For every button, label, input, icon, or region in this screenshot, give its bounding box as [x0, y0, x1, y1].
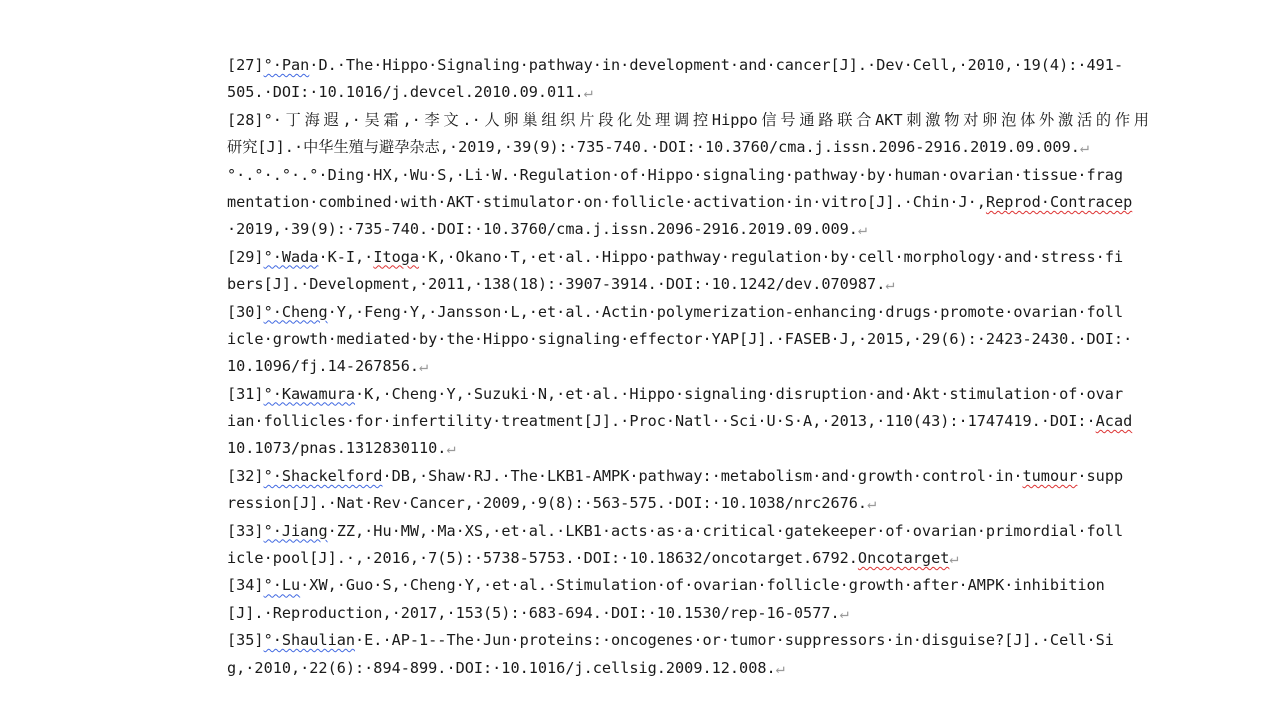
reference-line: [227, 244, 1149, 271]
reference-line: [227, 299, 1149, 326]
paragraph-mark-icon: ↵: [446, 439, 456, 458]
reference-text: [34]: [227, 576, 264, 595]
reference-text: ·E.·AP-1--The·Jun·proteins:·oncogenes·or·tumor·suppressors·in·disguise?[J].·Cell·Si: [355, 631, 1114, 650]
reference-line: [227, 189, 1149, 216]
reference-text: 10.1096/fj.14-267856.: [227, 357, 420, 376]
reference-line: [227, 463, 1149, 490]
reference-line: [227, 490, 1149, 517]
reference-line: [227, 216, 1149, 243]
reference-entry: [227, 162, 1149, 244]
reference-line: [227, 381, 1149, 408]
reference-entry: [227, 299, 1149, 381]
reference-entry: [227, 518, 1149, 573]
spelling-flag-word: Reprod·Contracep: [985, 192, 1133, 211]
reference-text: ·supp: [1077, 466, 1124, 485]
reference-text: ·Y,·Feng·Y,·Jansson·L,·et·al.·Actin·polymerization-enhancing·drugs·promote·ovarian·foll: [327, 302, 1124, 321]
spelling-flag-word: Itoga: [373, 247, 420, 266]
reference-text: [28]°·丁海遐,·吴霜,·李文.·人卵巢组织片段化处理调控Hippo信号通路联合AKT刺激物对卵泡体外激活的作用: [227, 110, 1149, 129]
reference-text: [29]: [227, 247, 264, 266]
paragraph-mark-icon: ↵: [1079, 138, 1089, 157]
reference-line: [227, 107, 1149, 134]
reference-line: [227, 162, 1149, 189]
reference-line: [227, 572, 1149, 599]
reference-text: ·D.·The·Hippo·Signaling·pathway·in·development·and·cancer[J].·Dev·Cell,·2010,·19(4):·491-: [309, 56, 1124, 74]
reference-text: [31]: [227, 384, 264, 403]
reference-text: 10.1073/pnas.1312830110.: [227, 439, 447, 458]
spelling-flag-word: Oncotarget: [857, 549, 950, 568]
reference-line: [227, 408, 1149, 435]
spelling-flag-word: tumour: [1022, 466, 1078, 485]
reference-list: [227, 52, 1149, 682]
reference-text: ,: [976, 192, 986, 211]
spelling-flag-word: Acad: [1095, 412, 1133, 431]
reference-text: ·K-I,·: [318, 247, 374, 266]
reference-text: bers[J].·Development,·2011,·138(18):·3907-3914.·DOI:·10.1242/dev.070987.: [227, 275, 886, 294]
reference-text: ·K,·Okano·T,·et·al.·Hippo·pathway·regulation·by·cell·morphology·and·stress·fi: [419, 247, 1124, 266]
reference-line: [227, 518, 1149, 545]
author-name-grammar-flag: °·Shaulian: [263, 631, 356, 650]
reference-line: [227, 600, 1149, 627]
reference-text: [33]: [227, 521, 264, 540]
reference-line: [227, 627, 1149, 654]
reference-text: [27]: [227, 56, 264, 74]
reference-text: ian·follicles·for·infertility·treatment[J].·Proc·Natl·: [227, 412, 721, 431]
reference-line: [227, 79, 1149, 106]
reference-text: ·XW,·Guo·S,·Cheng·Y,·et·al.·Stimulation·of·ovarian·follicle·growth·after·AMPK·inhibition: [300, 576, 1105, 595]
reference-text: ression[J].·Nat·Rev·Cancer,·2009,·9(8):·563-575.·DOI:·10.1038/nrc2676.: [227, 494, 868, 513]
author-name-grammar-flag: °·Wada: [263, 247, 319, 266]
reference-text: 研究[J].·中华生殖与避孕杂志,·2019,·39(9):·735-740.·DOI:·10.3760/cma.j.issn.2096-2916.2019.09.009.: [227, 138, 1080, 157]
author-name-grammar-flag: °·Kawamura: [263, 384, 356, 403]
paragraph-mark-icon: ↵: [885, 275, 895, 294]
reference-entry: [227, 381, 1149, 463]
document-page[interactable]: [227, 52, 1149, 682]
reference-line: [227, 326, 1149, 353]
reference-text: [30]: [227, 302, 264, 321]
reference-line: [227, 655, 1149, 682]
author-name-grammar-flag: °·Lu: [263, 576, 301, 595]
reference-line: [227, 353, 1149, 380]
paragraph-mark-icon: ↵: [583, 83, 593, 102]
reference-line: [227, 134, 1149, 161]
reference-text: 505.·DOI:·10.1016/j.devcel.2010.09.011.: [227, 83, 584, 102]
reference-text: ·ZZ,·Hu·MW,·Ma·XS,·et·al.·LKB1·acts·as·a·critical·gatekeeper·of·ovarian·primordial·foll: [327, 521, 1124, 540]
reference-text: [32]: [227, 466, 264, 485]
reference-text: ·DB,·Shaw·RJ.·The·LKB1-AMPK·pathway:·metabolism·and·growth·control·in·: [382, 466, 1023, 485]
reference-line: [227, 52, 1149, 79]
reference-entry: [227, 627, 1149, 682]
reference-line: [227, 435, 1149, 462]
reference-entry: [227, 107, 1149, 162]
reference-entry: [227, 572, 1149, 627]
reference-text: ,·2016,·7(5):·5738-5753.·DOI:·10.18632/oncotarget.6792.: [355, 549, 858, 568]
reference-text: °·.°·.°·.°·Ding·HX,·Wu·S,·Li·W.·Regulation·of·Hippo·signaling·pathway·by·human·ovarian·tissue·frag: [227, 165, 1124, 184]
reference-entry: [227, 244, 1149, 299]
reference-text: ·Sci·U·S·A,·2013,·110(43):·1747419.·DOI:·: [720, 412, 1096, 431]
paragraph-mark-icon: ↵: [775, 658, 785, 677]
paragraph-mark-icon: ↵: [857, 220, 868, 239]
author-name-grammar-flag: °·Pan: [263, 56, 310, 74]
reference-line: [227, 545, 1149, 572]
paragraph-mark-icon: ↵: [867, 494, 877, 513]
author-name-grammar-flag: °·Shackelford: [263, 466, 383, 485]
reference-text: mentation·combined·with·AKT·stimulator·on·follicle·activation·in·vitro[J].·Chin·J·: [227, 192, 977, 211]
reference-entry: [227, 463, 1149, 518]
reference-text: ·K,·Cheng·Y,·Suzuki·N,·et·al.·Hippo·signaling·disruption·and·Akt·stimulation·of·ovar: [355, 384, 1124, 403]
author-name-grammar-flag: °·Cheng: [263, 302, 328, 321]
paragraph-mark-icon: ↵: [839, 603, 849, 622]
reference-entry: [227, 52, 1149, 107]
paragraph-mark-icon: ↵: [419, 357, 429, 376]
reference-text: g,·2010,·22(6):·894-899.·DOI:·10.1016/j.cellsig.2009.12.008.: [227, 658, 776, 677]
reference-text: ·2019,·39(9):·735-740.·DOI:·10.3760/cma.j.issn.2096-2916.2019.09.009.: [227, 220, 858, 239]
reference-text: icle·growth·mediated·by·the·Hippo·signaling·effector·YAP[J].·FASEB·J,·2015,·29(6):·2423-2430.·DOI:·: [227, 329, 1133, 348]
reference-text: [J].·Reproduction,·2017,·153(5):·683-694.·DOI:·10.1530/rep-16-0577.: [227, 603, 840, 622]
reference-text: [35]: [227, 631, 264, 650]
author-name-grammar-flag: °·Jiang: [263, 521, 328, 540]
paragraph-mark-icon: ↵: [949, 549, 959, 568]
reference-line: [227, 271, 1149, 298]
reference-text: icle·pool[J].·: [227, 549, 356, 568]
